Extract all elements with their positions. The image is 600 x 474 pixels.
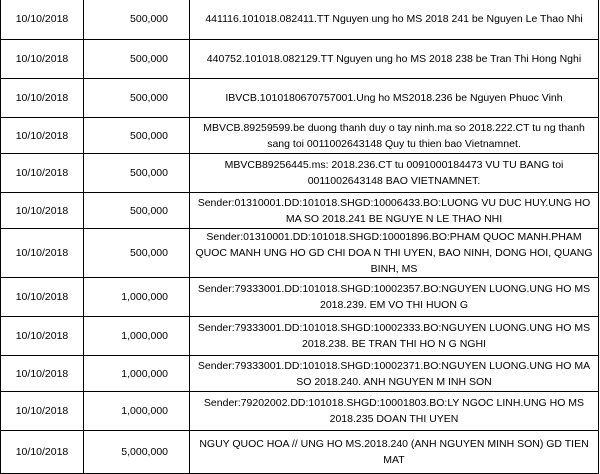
date-cell: 10/10/2018 — [1, 154, 84, 193]
description-cell: Sender:01310001.DD:101018.SHGD:10006433.BO:LUONG VU DUC HUY.UNG HO MA SO 2018.241 BE NGUYE N LE THAO NHI — [190, 193, 599, 229]
date-cell: 10/10/2018 — [1, 392, 84, 431]
table-row — [1, 154, 599, 193]
date-cell: 10/10/2018 — [1, 356, 84, 392]
donation-table-body — [1, 0, 599, 474]
description-cell: Sender:79333001.DD:101018.SHGD:10002371.BO:NGUYEN LUONG.UNG HO MA SO 2018.240. ANH NGUYEN M INH SON — [190, 356, 599, 392]
date-cell: 10/10/2018 — [1, 0, 84, 40]
table-row — [1, 431, 599, 474]
table-row — [1, 278, 599, 317]
amount-cell: 500,000 — [84, 0, 190, 40]
date-cell: 10/10/2018 — [1, 79, 84, 118]
description-cell: Sender:79333001.DD:101018.SHGD:10002357.BO:NGUYEN LUONG.UNG HO MS 2018.239. EM VO THI HUON G — [190, 278, 599, 317]
description-cell: 440752.101018.082129.TT Nguyen ung ho MS 2018 238 be Tran Thi Hong Nghi — [190, 40, 599, 79]
table-row — [1, 40, 599, 79]
table-row — [1, 229, 599, 278]
description-cell: Sender:79202002.DD:101018.SHGD:10001803.BO:LY NGOC LINH.UNG HO MS 2018.235 DOAN THI UYEN — [190, 392, 599, 431]
amount-cell: 500,000 — [84, 79, 190, 118]
amount-cell: 1,000,000 — [84, 356, 190, 392]
description-cell: Sender:01310001.DD:101018.SHGD:10001896.BO:PHAM QUOC MANH.PHAM QUOC MANH UNG HO GD CHI DOA N THI UYEN, BAO NINH, DONG HOI, QUANG BINH, MS — [190, 229, 599, 278]
table-row — [1, 0, 599, 40]
amount-cell: 1,000,000 — [84, 392, 190, 431]
date-cell: 10/10/2018 — [1, 193, 84, 229]
amount-cell: 500,000 — [84, 118, 190, 154]
date-cell: 10/10/2018 — [1, 229, 84, 278]
date-cell: 10/10/2018 — [1, 278, 84, 317]
table-row — [1, 118, 599, 154]
description-cell: NGUY QUOC HOA // UNG HO MS.2018.240 (ANH NGUYEN MINH SON) GD TIEN MAT — [190, 431, 599, 474]
description-cell: MBVCB.89259599.be duong thanh duy o tay ninh.ma so 2018.222.CT tu ng thanh sang toi 0011002643148 Quy tu thien bao Vietnamnet. — [190, 118, 599, 154]
amount-cell: 1,000,000 — [84, 317, 190, 356]
description-cell: Sender:79333001.DD:101018.SHGD:10002333.BO:NGUYEN LUONG.UNG HO MS 2018.238. BE TRAN THI HO N G NGHI — [190, 317, 599, 356]
date-cell: 10/10/2018 — [1, 317, 84, 356]
date-cell: 10/10/2018 — [1, 118, 84, 154]
amount-cell: 500,000 — [84, 154, 190, 193]
amount-cell: 500,000 — [84, 40, 190, 79]
date-cell: 10/10/2018 — [1, 40, 84, 79]
amount-cell: 1,000,000 — [84, 278, 190, 317]
description-cell: 441116.101018.082411.TT Nguyen ung ho MS 2018 241 be Nguyen Le Thao Nhi — [190, 0, 599, 40]
table-row — [1, 392, 599, 431]
table-row — [1, 356, 599, 392]
description-cell: IBVCB.1010180670757001.Ung ho MS2018.236 be Nguyen Phuoc Vinh — [190, 79, 599, 118]
date-cell: 10/10/2018 — [1, 431, 84, 474]
table-row — [1, 79, 599, 118]
table-row — [1, 193, 599, 229]
amount-cell: 500,000 — [84, 229, 190, 278]
table-row — [1, 317, 599, 356]
description-cell: MBVCB89256445.ms: 2018.236.CT tu 0091000184473 VU TU BANG toi 0011002643148 BAO VIETNAMNET. — [190, 154, 599, 193]
amount-cell: 5,000,000 — [84, 431, 190, 474]
amount-cell: 500,000 — [84, 193, 190, 229]
